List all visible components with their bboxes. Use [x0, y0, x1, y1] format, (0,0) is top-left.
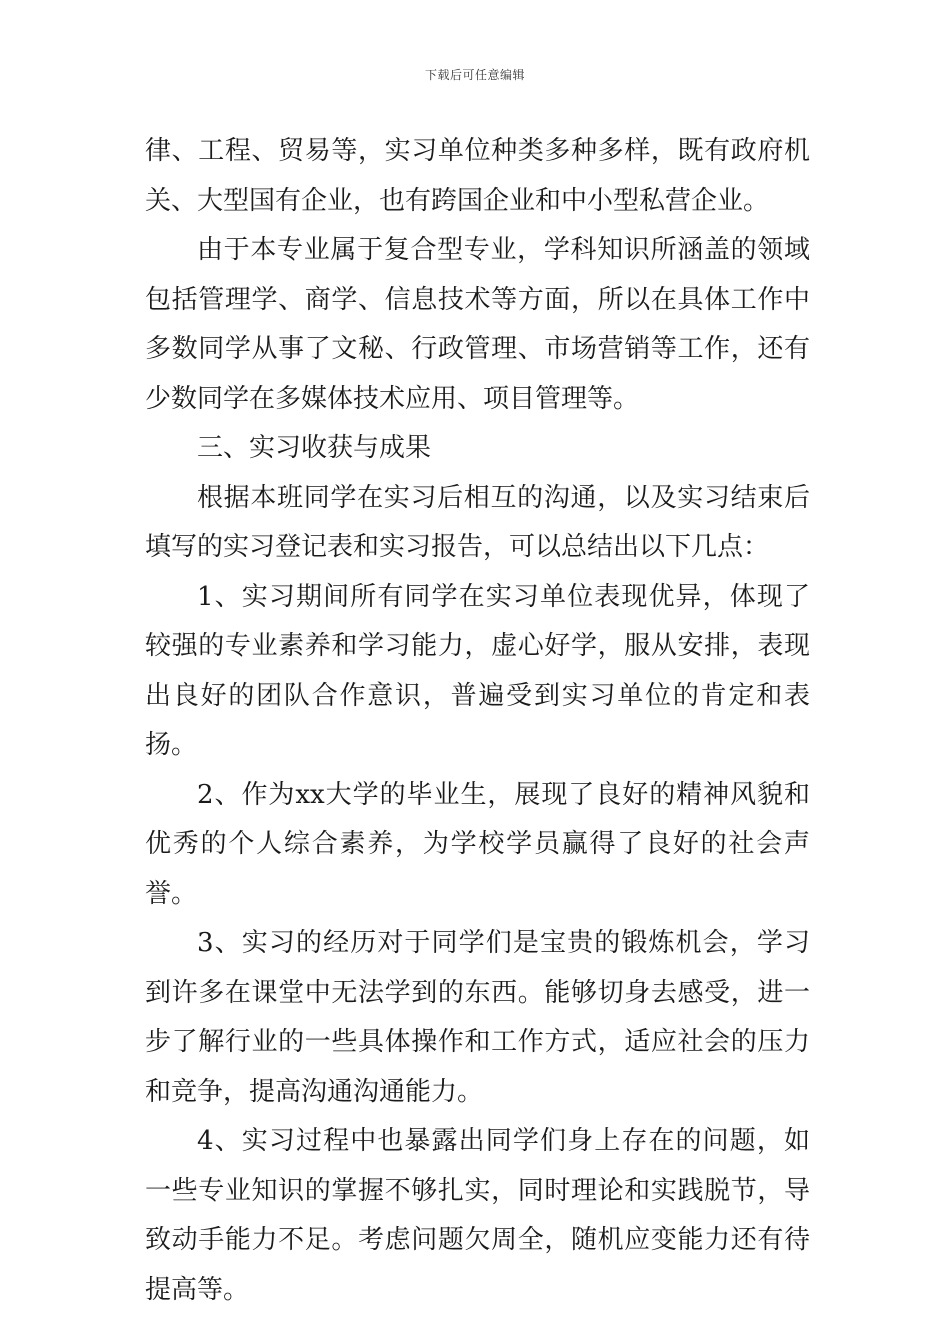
section-heading: 三、实习收获与成果	[197, 433, 432, 463]
paragraph-major-overview: 由于本专业属于复合型专业，学科知识所涵盖的领域包括管理学、商学、信息技术等方面，所以在具体工作中多数同学从事了文秘、行政管理、市场营销等工作，还有少数同学在多媒体技术应用、项目管理等。	[145, 235, 810, 414]
list-item-1: 1、实习期间所有同学在实习单位表现优异，体现了较强的专业素养和学习能力，虚心好学，服从安排，表现出良好的团队合作意识，普遍受到实习单位的肯定和表扬。	[145, 581, 810, 760]
document-body	[145, 127, 810, 1315]
page-header-note: 下载后可任意编辑	[424, 68, 525, 82]
list-item-3: 3、实习的经历对于同学们是宝贵的锻炼机会，学习到许多在课堂中无法学到的东西。能够切身去感受，进一步了解行业的一些具体操作和工作方式，适应社会的压力和竞争，提高沟通沟通能力。	[145, 928, 810, 1107]
list-item-2: 2、作为xx大学的毕业生，展现了良好的精神风貌和优秀的个人综合素养，为学校学员赢得了良好的社会声誉。	[145, 779, 810, 909]
list-item-4: 4、实习过程中也暴露出同学们身上存在的问题，如一些专业知识的掌握不够扎实，同时理论和实践脱节，导致动手能力不足。考虑问题欠周全，随机应变能力还有待提高等。	[145, 1126, 810, 1305]
paragraph-continuation: 律、工程、贸易等，实习单位种类多种多样，既有政府机关、大型国有企业，也有跨国企业和中小型私营企业。	[145, 136, 810, 216]
paragraph-summary-intro: 根据本班同学在实习后相互的沟通，以及实习结束后填写的实习登记表和实习报告，可以总结出以下几点：	[145, 482, 810, 562]
